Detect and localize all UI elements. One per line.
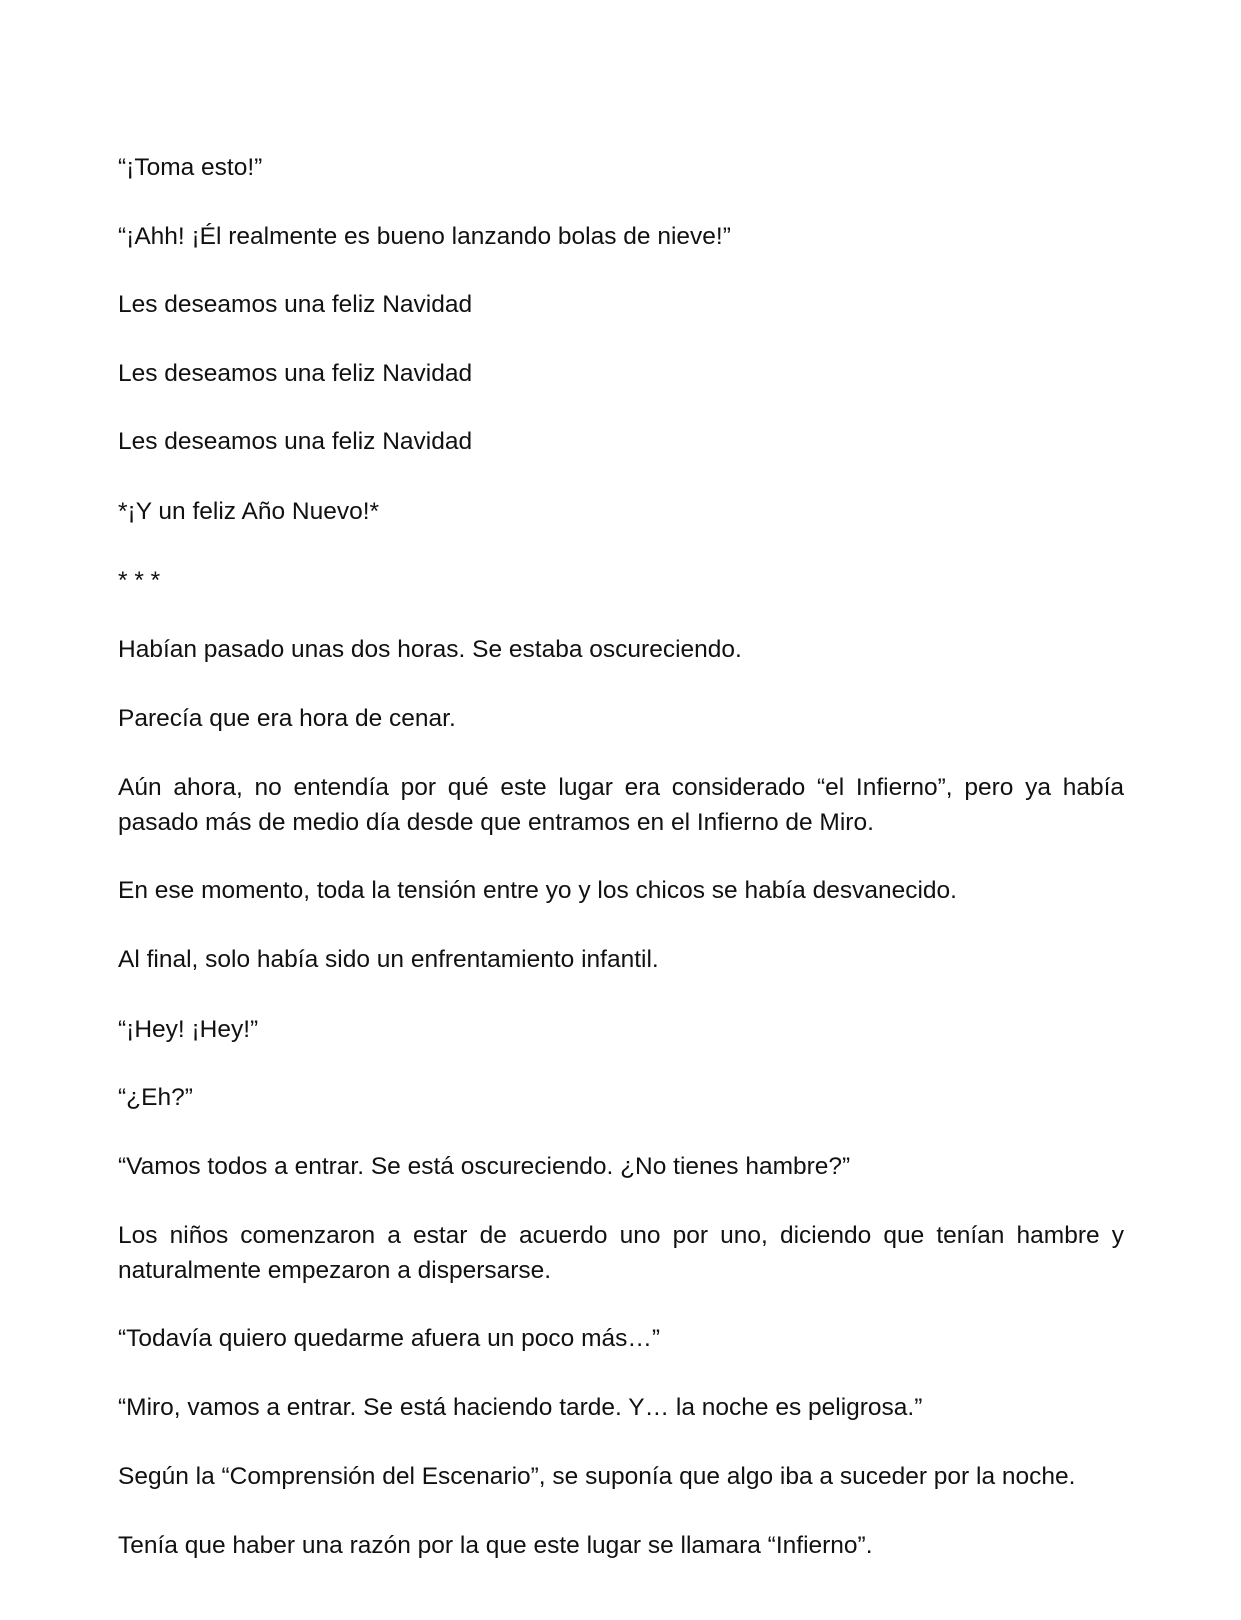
paragraph: “Miro, vamos a entrar. Se está haciendo tarde. Y… la noche es peligrosa.”: [118, 1394, 923, 1421]
paragraph: Les deseamos una feliz Navidad: [118, 428, 473, 455]
paragraph: En ese momento, toda la tensión entre yo y los chicos se había desvanecido.: [118, 877, 957, 904]
paragraph: Al final, solo había sido un enfrentamiento infantil.: [118, 946, 659, 973]
paragraph: Aún ahora, no entendía por qué este lugar era considerado “el Infierno”, pero ya había pasado más de medio día desde que entramos en el Infierno de Miro.: [118, 774, 1124, 836]
paragraph: “Vamos todos a entrar. Se está oscureciendo. ¿No tienes hambre?”: [118, 1153, 851, 1180]
paragraph: Parecía que era hora de cenar.: [118, 705, 456, 732]
paragraph: Les deseamos una feliz Navidad: [118, 360, 473, 387]
paragraph: Los niños comenzaron a estar de acuerdo uno por uno, diciendo que tenían hambre y naturalmente empezaron a dispersarse.: [118, 1222, 1124, 1284]
paragraph: Según la “Comprensión del Escenario”, se suponía que algo iba a suceder por la noche.: [118, 1463, 1076, 1490]
paragraph: *¡Y un feliz Año Nuevo!*: [118, 498, 380, 525]
paragraph: “¡Hey! ¡Hey!”: [118, 1016, 259, 1043]
paragraph: Les deseamos una feliz Navidad: [118, 291, 473, 318]
paragraph: “¡Ahh! ¡Él realmente es bueno lanzando bolas de nieve!”: [118, 223, 731, 250]
paragraph: Habían pasado unas dos horas. Se estaba oscureciendo.: [118, 636, 742, 663]
section-break: * * *: [118, 567, 161, 594]
paragraph: “¡Toma esto!”: [118, 154, 263, 181]
paragraph: “¿Eh?”: [118, 1084, 193, 1111]
paragraph: Tenía que haber una razón por la que este lugar se llamara “Infierno”.: [118, 1532, 873, 1559]
paragraph: “Todavía quiero quedarme afuera un poco más…”: [118, 1325, 661, 1352]
